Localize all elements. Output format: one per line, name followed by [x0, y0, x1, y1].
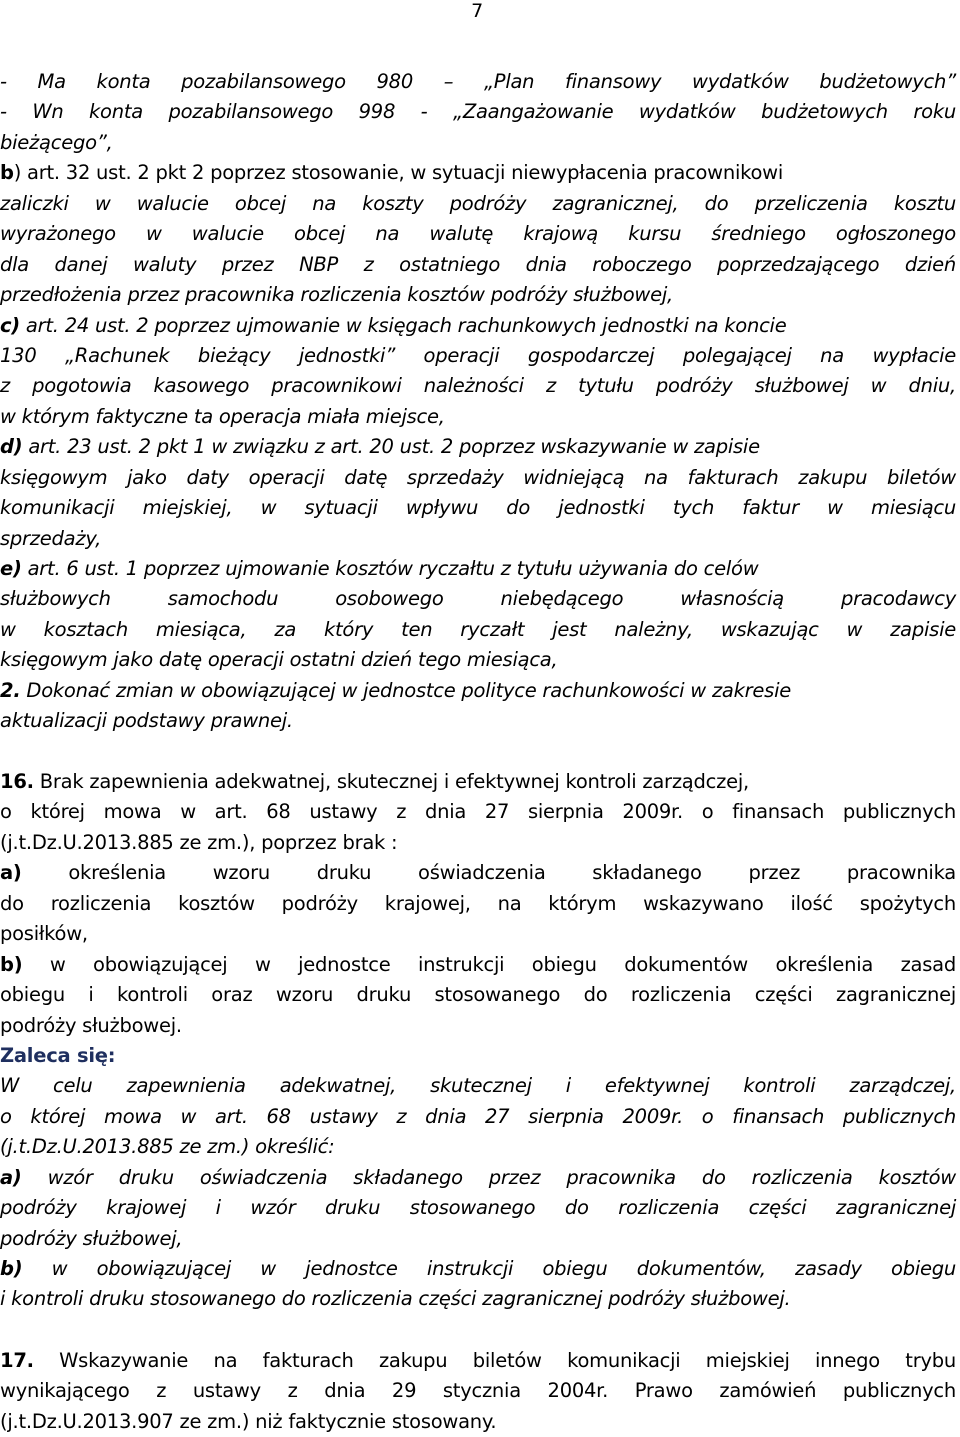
- text-run: z pogotowia kasowego pracownikowi należności z tytułu podróży służbowej w dniu,: [0, 374, 956, 398]
- text-run: bieżącego”,: [0, 130, 113, 154]
- text-run: podróży krajowej i wzór druku stosowanego do rozliczenia części zagranicznej: [0, 1196, 956, 1220]
- text-line: [0, 280, 956, 310]
- text-line: [0, 1102, 956, 1132]
- text-run: posiłków,: [0, 922, 88, 946]
- text-run: obiegu i kontroli oraz wzoru druku stosowanego do rozliczenia części zagranicznej: [0, 983, 956, 1007]
- text-line: [0, 1163, 956, 1193]
- text-run: w którym faktyczne ta operacja miała miejsce,: [0, 404, 445, 428]
- text-line: [0, 1346, 956, 1376]
- item-label: a): [0, 1165, 22, 1189]
- text-run: (j.t.Dz.U.2013.885 ze zm.) określić:: [0, 1135, 335, 1159]
- text-run: - Ma konta pozabilansowego 980 – „Plan finansowy wydatków budżetowych”: [0, 70, 956, 93]
- text-section-3: [0, 1346, 956, 1437]
- text-line: [0, 919, 956, 949]
- text-line: [0, 67, 956, 97]
- text-run: 130 „Rachunek bieżący jednostki” operacji gospodarczej polegającej na wypłacie: [0, 343, 956, 367]
- text-line: [0, 524, 956, 554]
- text-line: [0, 1193, 956, 1223]
- text-line: [0, 1041, 956, 1071]
- text-line: [0, 950, 956, 980]
- text-run: W celu zapewnienia adekwatnej, skutecznej i efektywnej kontroli zarządczej,: [0, 1074, 956, 1098]
- text-line: [0, 97, 956, 127]
- item-label: a): [0, 861, 22, 885]
- item-label: b): [0, 952, 23, 976]
- text-run: w obowiązującej w jednostce instrukcji obiegu dokumentów określenia zasad: [22, 952, 956, 976]
- text-run: ) art. 32 ust.: [13, 161, 138, 185]
- text-line: [0, 402, 956, 432]
- text-line: [0, 493, 956, 523]
- text-run: (j.t.Dz.U.2013.907 ze zm.) niż faktycznie stosowany.: [0, 1409, 497, 1433]
- text-line: [0, 767, 956, 797]
- text-run: w obowiązującej w jednostce instrukcji obiegu dokumentów, zasady obiegu: [22, 1257, 956, 1280]
- item-label: e): [0, 557, 22, 580]
- text-line: [0, 828, 956, 858]
- text-line: [0, 250, 956, 280]
- text-run: księgowym jako datę operacji ostatni dzień tego miesiąca,: [0, 648, 558, 672]
- text-run: art. 6 ust. 1 poprzez ujmowanie kosztów ryczałtu z tytułu używania do celów: [21, 557, 759, 580]
- item-label: b): [0, 1257, 23, 1280]
- text-run: dla danej waluty przez NBP z ostatniego dnia roboczego poprzedzającego dzień: [0, 252, 956, 276]
- page-number: 7: [471, 0, 483, 22]
- text-run: wynikającego z ustawy z dnia 29 stycznia 2004r. Prawo zamówień publicznych: [0, 1379, 956, 1403]
- text-run: do rozliczenia kosztów podróży krajowej, na którym wskazywano ilość spożytych: [0, 891, 956, 915]
- item-label: d): [0, 435, 23, 459]
- text-line: [0, 341, 956, 371]
- text-run: w kosztach miesiąca, za który ten ryczałt jest należny, wskazując w zapisie: [0, 617, 956, 641]
- text-line: [0, 889, 956, 919]
- text-run: określenia wzoru druku oświadczenia składanego przez pracownika: [21, 861, 956, 885]
- text-line: [0, 219, 956, 249]
- text-line: [0, 1071, 956, 1101]
- text-line: [0, 980, 956, 1010]
- item-label: c): [0, 313, 20, 337]
- text-line: [0, 1376, 956, 1406]
- text-line: [0, 676, 956, 706]
- text-line: [0, 1254, 956, 1284]
- text-run: wzór druku oświadczenia składanego przez pracownika do rozliczenia kosztów: [21, 1165, 956, 1189]
- text-line: [0, 706, 956, 736]
- text-line: [0, 1132, 956, 1162]
- text-line: [0, 432, 956, 462]
- text-run: Wskazywanie na fakturach zakupu biletów komunikacji miejskiej innego trybu: [33, 1349, 956, 1372]
- text-run: Dokonać zmian w obowiązującej w jednostce polityce rachunkowości w zakresie: [20, 678, 792, 702]
- text-line: [0, 189, 956, 219]
- text-run: zaliczki w walucie obcej na koszty podróży zagranicznej, do przeliczenia kosztu: [0, 191, 956, 215]
- text-run: służbowych samochodu osobowego niebędącego własnością pracodawcy: [0, 587, 956, 611]
- text-run: o której mowa w art. 68 ustawy z dnia 27 sierpnia 2009r. o finansach publicznych: [0, 1104, 956, 1128]
- text-line: [0, 1011, 956, 1041]
- text-run: art. 23 ust. 2 pkt 1 w związku z art. 20 ust. 2 poprzez wskazywanie w zapisie: [22, 435, 760, 459]
- item-label: b: [0, 161, 14, 185]
- text-run: (j.t.Dz.U.2013.885 ze zm.), poprzez brak :: [0, 830, 398, 854]
- text-run: 2 pkt 2 poprzez stosowanie, w sytuacji niewypłacenia pracownikowi: [137, 161, 784, 185]
- text-line: [0, 584, 956, 614]
- text-line: [0, 797, 956, 827]
- text-run: przedłożenia przez pracownika rozliczenia kosztów podróży służbowej,: [0, 283, 673, 307]
- item-label: 2.: [0, 678, 21, 702]
- text-line: [0, 158, 956, 188]
- item-label: 16.: [0, 770, 34, 793]
- text-section-1: [0, 67, 956, 737]
- text-run: - Wn konta pozabilansowego 998 - „Zaangażowanie wydatków budżetowych roku: [0, 100, 956, 124]
- text-line: [0, 645, 956, 675]
- text-run: księgowym jako daty operacji datę sprzedaży widniejącą na fakturach zakupu biletów: [0, 465, 956, 489]
- text-line: [0, 1284, 956, 1314]
- text-run: komunikacji miejskiej, w sytuacji wpływu do jednostki tych faktur w miesiącu: [0, 496, 956, 520]
- text-run: i kontroli druku stosowanego do rozliczenia części zagranicznej podróży służbowej.: [0, 1287, 791, 1311]
- text-run: podróży służbowej.: [0, 1013, 182, 1037]
- text-line: [0, 128, 956, 158]
- text-run: aktualizacji podstawy prawnej.: [0, 709, 293, 733]
- text-line: [0, 463, 956, 493]
- text-line: [0, 858, 956, 888]
- text-line: [0, 371, 956, 401]
- text-run: Brak zapewnienia adekwatnej, skutecznej i efektywnej kontroli zarządczej,: [33, 770, 749, 793]
- text-run: art. 24 ust. 2 poprzez ujmowanie w księgach rachunkowych jednostki na koncie: [19, 313, 787, 337]
- text-line: [0, 1224, 956, 1254]
- text-run: o której mowa w art. 68 ustawy z dnia 27 sierpnia 2009r. o finansach publicznych: [0, 800, 956, 824]
- text-line: [0, 1407, 956, 1437]
- text-line: [0, 554, 956, 584]
- text-run: wyrażonego w walucie obcej na walutę krajową kursu średniego ogłoszonego: [0, 222, 956, 246]
- recommendation-heading: Zaleca się:: [0, 1043, 116, 1067]
- text-line: [0, 311, 956, 341]
- text-run: sprzedaży,: [0, 526, 102, 550]
- text-line: [0, 615, 956, 645]
- text-run: podróży służbowej,: [0, 1226, 183, 1250]
- item-label: 17.: [0, 1349, 34, 1372]
- text-section-2: [0, 767, 956, 1315]
